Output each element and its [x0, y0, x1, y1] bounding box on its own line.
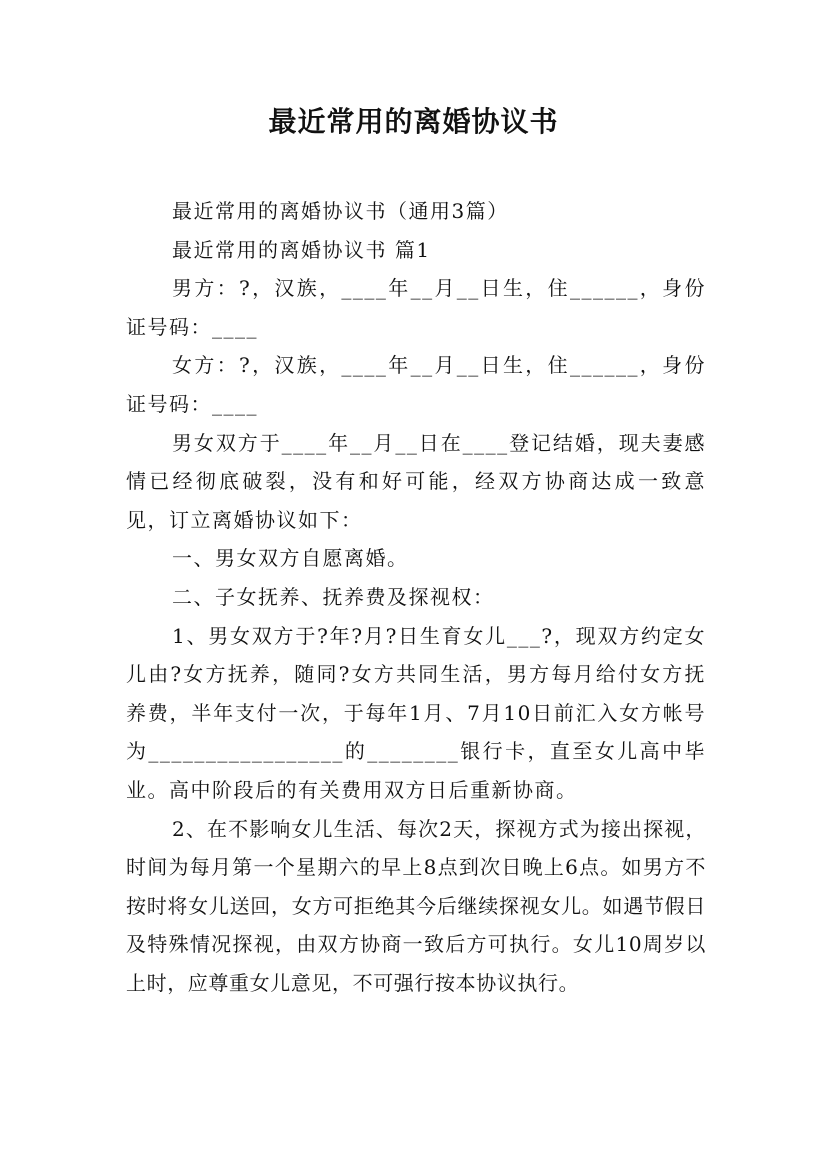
- paragraph-section-heading: 最近常用的离婚协议书 篇1: [172, 237, 431, 262]
- document-body: [126, 192, 706, 1002]
- document-title: 最近常用的离婚协议书: [268, 105, 559, 138]
- paragraph-visitation: 2、在不影响女儿生活、每次2天，探视方式为接出探视，时间为每月第一个星期六的早上8点到次日晚上6点。如男方不按时将女儿送回，女方可拒绝其今后继续探视女儿。如遇节假日及特殊情况探视，由双方协商一致后方可执行。女儿10周岁以上时，应尊重女儿意见，不可强行按本协议执行。: [126, 816, 706, 995]
- paragraph-female-party: 女方：?，汉族，____年__月__日生，住______，身份证号码：____: [126, 353, 706, 416]
- paragraph-clause-1: 一、男女双方自愿离婚。: [172, 546, 409, 571]
- paragraph-child-support: 1、男女双方于?年?月?日生育女儿___?，现双方约定女儿由?女方抚养，随同?女方共同生活，男方每月给付女方抚养费，半年支付一次，于每年1月、7月10日前汇入女方帐号为_________________的________银行卡，直至女儿高中毕业。高中阶段后的有关费用双方日后重新协商。: [126, 623, 706, 802]
- paragraph-subtitle: 最近常用的离婚协议书（通用3篇）: [172, 199, 509, 223]
- paragraph-marriage-statement: 男女双方于____年__月__日在____登记结婚，现夫妻感情已经彻底破裂，没有和好可能，经双方协商达成一致意见，订立离婚协议如下：: [126, 430, 706, 532]
- paragraph-clause-2: 二、子女抚养、抚养费及探视权：: [172, 584, 495, 609]
- paragraph-male-party: 男方：?，汉族，____年__月__日生，住______，身份证号码：____: [126, 276, 706, 339]
